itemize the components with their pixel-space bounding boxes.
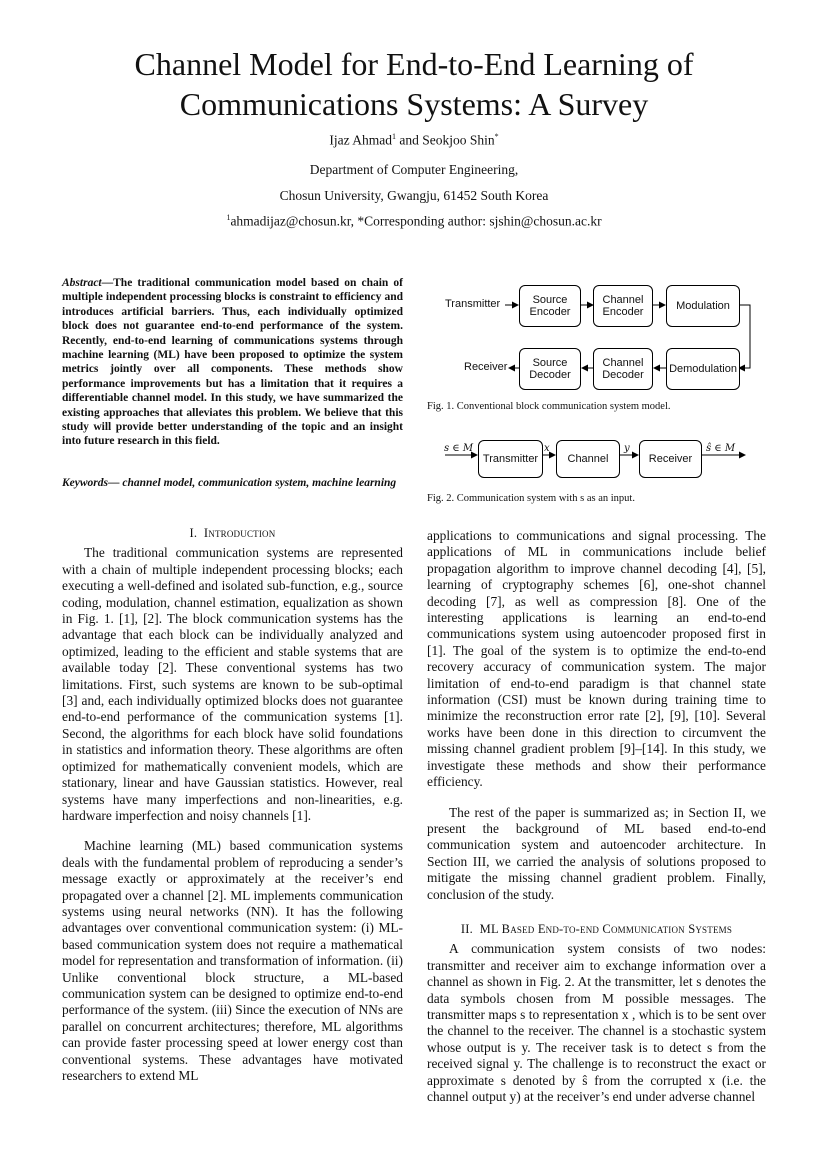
intro-paragraph-4: The rest of the paper is summarized as; in Section II, we present the background of ML based end-to-end communication system and autoencoder architecture. In Section III, we carried the analysis of solutions proposed to mitigate the missing channel gradient problem. Finally, conclusion of the study.: [427, 804, 766, 902]
keywords: Keywords— channel model, communication system, machine learning: [62, 477, 397, 489]
fig1-caption: Fig. 1. Conventional block communication system model.: [427, 401, 671, 412]
email-sup: 1: [226, 213, 231, 222]
affiliation-univ: Chosun University, Gwangju, 61452 South Korea: [279, 188, 549, 203]
fig1-source-decoder-block: Source Decoder: [519, 348, 581, 390]
figure-2: [427, 436, 767, 511]
section-2-title: ML Based End-to-end Communication Systems: [479, 921, 733, 936]
fig1-demodulation-block: Demodulation: [666, 348, 740, 390]
intro-paragraph-3: applications to communications and signal processing. The applications of ML in communications include belief propagation algorithm to improve channel decoding [4], [5], learning of cryptography schemes [6], one-shot channel decoding [7], as well as compression [8]. One of the interesting applications is learning an end-to-end communications system using autoencoder proposed first in [1]. The goal of the system is to optimize the end-to-end recovery accuracy of communication system. The major limitation of end-to-end paradigm is that channel state information (CSI) must be known during training time to minimize the reconstruction error rate [2], [9], [10]. Several works have been done in this direction to circumvent the missing channel gradient problem [9]–[14]. In this study, we investigate these methods and show their performance efficiency.: [427, 528, 766, 790]
fig2-channel-block: Channel: [556, 440, 620, 478]
fig1-transmitter-label: Transmitter: [445, 298, 501, 310]
abstract-lead: Abstract: [62, 277, 102, 289]
section-1-heading: [62, 525, 403, 541]
affiliation-dept: Department of Computer Engineering,: [309, 162, 519, 177]
fig1-receiver-label: Receiver: [464, 361, 508, 373]
fig2-output-symbol: ŝ ∈ M: [706, 443, 736, 454]
section-1-number: I.: [189, 526, 198, 540]
paper-title: [0, 44, 828, 124]
title-line-1: Channel Model for End-to-End Learning of: [134, 46, 694, 82]
title-line-2: Communications Systems: A Survey: [179, 86, 649, 122]
author-2-sup: *: [494, 132, 499, 141]
figure-1: [427, 280, 767, 420]
intro-paragraph-1: The traditional communication systems are represented with a chain of multiple independent processing blocks; each executing a well-defined and isolated sub-function, e.g., source coding, modulation, channel estimation, equalization as shown in Fig. 1. [1], [2]. The block communication systems has the advantage that each block can be individually analyzed and optimized, leading to the efficient and stable systems that are available today [2]. These conventional systems has two limitations. First, such systems are known to be sub-optimal [3] and, each individually optimized blocks does not guarantee end-to-end performance of the communication systems [1]. Second, the algorithms for each block have solid foundations in statistics and information theory. These algorithms are often optimized for mathematically convenient models, which are stationary, linear and have Gaussian statistics. However, real systems have many imperfections and non-linearities, e.g. hardware imperfection and noisy channels [1].: [62, 545, 403, 823]
fig1-channel-encoder-block: Channel Encoder: [593, 285, 653, 327]
left-column: [62, 525, 403, 1084]
right-column: [427, 528, 766, 1105]
fig1-channel-decoder-block: Channel Decoder: [593, 348, 653, 390]
author-emails: [0, 213, 828, 230]
fig2-caption: Fig. 2. Communication system with s as an input.: [427, 493, 635, 504]
fig1-modulation-block: Modulation: [666, 285, 740, 327]
section-1-title: Introduction: [203, 526, 276, 540]
authors: [0, 132, 828, 149]
fig2-transmitter-block: Transmitter: [478, 440, 543, 478]
section-2-number: II.: [460, 921, 473, 936]
sec2-paragraph-1: A communication system consists of two nodes: transmitter and receiver aim to exchange information over a channel as shown in Fig. 2. At the transmitter, let s denotes the data symbols chosen from M possible messages. The transmitter maps s to representation x , which is to be sent over the channel to the receiver. The channel is a stochastic system whose output is y. The receiver task is to detect s from the received signal y. The challenge is to reconstruct the exact or approximate s denoted by ŝ from the corrupted x (i.e. the channel output y) at the receiver’s end under adverse channel: [427, 941, 766, 1104]
fig2-receiver-block: Receiver: [639, 440, 702, 478]
fig2-x-symbol: x: [544, 443, 550, 454]
fig2-input-symbol: s ∈ M: [444, 443, 474, 454]
section-2-heading: [427, 921, 766, 937]
intro-paragraph-2: Machine learning (ML) based communication systems deals with the fundamental problem of reproducing a sender’s message exactly or approximately at the receiver’s end propagated over a channel [2]. ML implements communication systems using neural networks (NN). It has the following advantages over conventional communication system: (i) ML-based communication system does not require a mathematical model for representation and transformation of information. (ii) Unlike conventional block structure, a ML-based communication system can be designed to optimize end-to-end performance of the system. (iii) Since the execution of NNs are parallel on concurrent architectures; therefore, ML algorithms can provide faster processing speed at lower energy cost than conventional systems. These advantages have motivated researchers to extend ML: [62, 838, 403, 1083]
abstract: [62, 276, 403, 449]
fig2-y-symbol: y: [624, 443, 630, 454]
abstract-text: —The traditional communication model based on chain of multiple independent processing blocks is constraint to efficiency and introduces artificial barriers. Thus, each individually optimized block does not guarantee end-to-end performance of the system. Recently, end-to-end learning of communications systems through machine learning (ML) have been proposed to optimize the system metrics jointly over all components. These methods show performance improvements but has a limitation that it requires a differentiable channel model. In this study, we have summarized the existing approaches that alleviates this problem. We believe that this study will provide better understanding of the topic and an insight into future research in this field.: [62, 277, 403, 448]
author-1: Ijaz Ahmad: [329, 132, 392, 148]
fig1-source-encoder-block: Source Encoder: [519, 285, 581, 327]
author-1-sup: 1: [391, 132, 396, 141]
email-text: ahmadijaz@chosun.kr, *Corresponding author: sjshin@chosun.ac.kr: [230, 213, 602, 229]
author-2: and Seokjoo Shin: [395, 132, 495, 148]
